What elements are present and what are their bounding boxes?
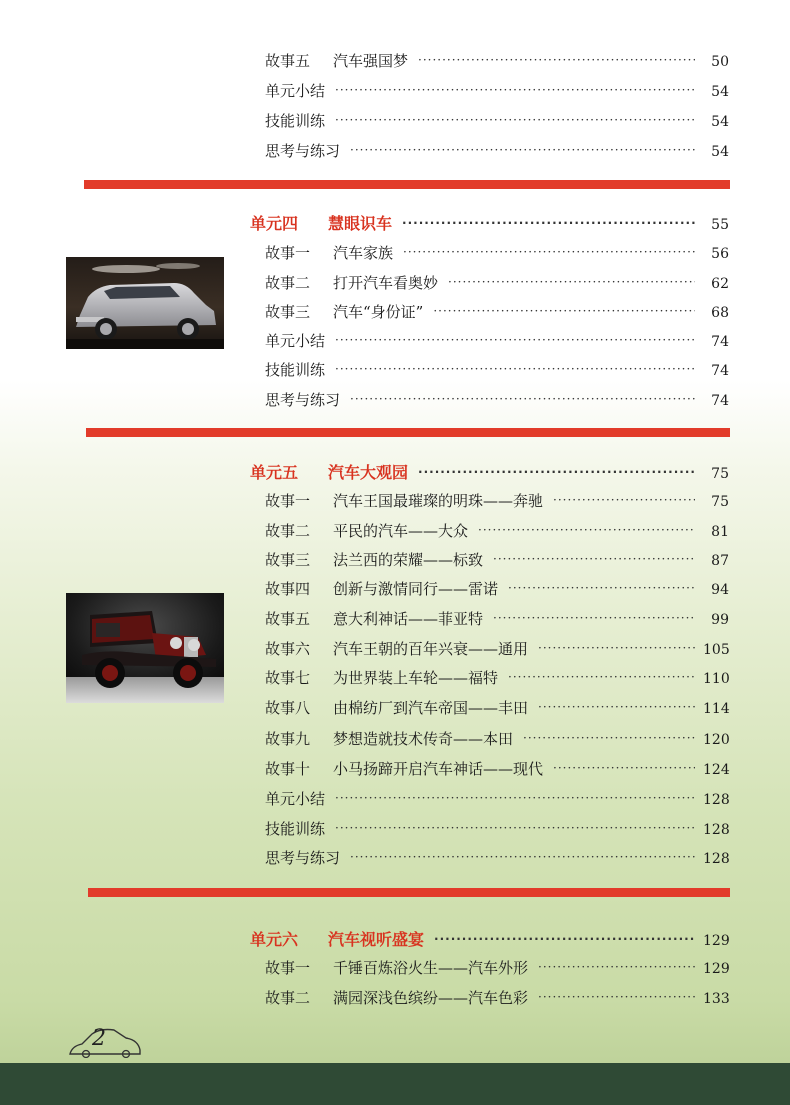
entry-title: 思考与练习 xyxy=(265,142,341,160)
entry-page: 54 xyxy=(711,144,729,160)
unit-number: 单元四 xyxy=(250,214,299,233)
leader-dots xyxy=(335,333,695,347)
entry-page: 133 xyxy=(703,991,730,1007)
entry-number: 故事九 xyxy=(265,730,311,748)
entry-title: 思考与练习 xyxy=(265,849,341,867)
entry-page: 99 xyxy=(711,612,729,628)
leader-dots xyxy=(553,493,695,507)
leader-dots xyxy=(335,83,695,97)
unit-page: 55 xyxy=(711,217,729,233)
entry-page: 75 xyxy=(711,494,729,510)
entry-title: 千锤百炼浴火生——汽车外形 xyxy=(333,959,529,977)
entry-page: 62 xyxy=(711,276,729,292)
entry-page: 114 xyxy=(703,701,730,717)
section-divider xyxy=(86,428,730,437)
entry-page: 105 xyxy=(703,642,730,658)
unit-page: 75 xyxy=(711,466,729,482)
unit-number: 单元五 xyxy=(250,463,299,482)
toc-entry[interactable] xyxy=(265,301,729,322)
leader-dots xyxy=(350,850,695,864)
entry-page: 128 xyxy=(703,822,730,838)
entry-number: 故事六 xyxy=(265,640,311,658)
entry-number: 故事七 xyxy=(265,669,311,687)
leader-dots xyxy=(418,53,695,67)
entry-page: 124 xyxy=(703,762,730,778)
leader-dots xyxy=(508,670,695,684)
entry-number: 故事一 xyxy=(265,244,311,262)
vintage-car-photo xyxy=(66,593,224,703)
toc-entry[interactable] xyxy=(265,957,729,978)
entry-number: 故事三 xyxy=(265,551,311,569)
entry-number: 故事二 xyxy=(265,522,311,540)
leader-dots xyxy=(478,523,695,537)
entry-number: 故事五 xyxy=(265,52,311,70)
toc-entry[interactable] xyxy=(265,110,729,131)
entry-number: 故事五 xyxy=(265,610,311,628)
entry-number: 故事四 xyxy=(265,580,311,598)
page-number-mark xyxy=(66,1024,146,1058)
entry-title: 汽车家族 xyxy=(333,244,394,262)
entry-number: 故事一 xyxy=(265,959,311,977)
entry-page: 50 xyxy=(711,54,729,70)
toc-entry[interactable] xyxy=(265,697,729,718)
entry-page: 129 xyxy=(703,961,730,977)
toc-entry[interactable] xyxy=(265,638,729,659)
entry-page: 128 xyxy=(703,851,730,867)
leader-dots xyxy=(538,641,695,655)
leader-dots xyxy=(433,304,695,318)
toc-entry[interactable] xyxy=(265,242,729,263)
unit-number: 单元六 xyxy=(250,930,299,949)
entry-page: 74 xyxy=(711,334,729,350)
leader-dots xyxy=(538,990,695,1004)
toc-entry[interactable] xyxy=(265,359,729,380)
unit-heading[interactable] xyxy=(250,211,729,234)
leader-dots xyxy=(434,932,695,946)
entry-title: 为世界装上车轮——福特 xyxy=(333,669,499,687)
leader-dots xyxy=(350,143,695,157)
entry-number: 故事二 xyxy=(265,989,311,1007)
toc-entry[interactable] xyxy=(265,520,729,541)
car-outline-icon xyxy=(66,1024,146,1058)
toc-entry[interactable] xyxy=(265,758,729,779)
toc-entry[interactable] xyxy=(265,490,729,511)
toc-entry[interactable] xyxy=(265,50,729,71)
entry-title: 意大利神话——菲亚特 xyxy=(333,610,484,628)
toc-entry[interactable] xyxy=(265,80,729,101)
entry-page: 81 xyxy=(711,524,729,540)
unit-heading[interactable] xyxy=(250,460,729,483)
toc-entry[interactable] xyxy=(265,788,729,809)
toc-entry[interactable] xyxy=(265,847,729,868)
toc-entry[interactable] xyxy=(265,818,729,839)
entry-title: 汽车王国最璀璨的明珠——奔驰 xyxy=(333,492,544,510)
entry-title: 思考与练习 xyxy=(265,391,341,409)
vintage-car-icon xyxy=(66,593,224,703)
entry-number: 故事二 xyxy=(265,274,311,292)
entry-title: 梦想造就技术传奇——本田 xyxy=(333,730,514,748)
leader-dots xyxy=(402,216,695,230)
footer-strip xyxy=(0,1063,790,1105)
entry-page: 120 xyxy=(703,732,730,748)
entry-number: 故事三 xyxy=(265,303,311,321)
suv-photo xyxy=(66,257,224,349)
leader-dots xyxy=(350,392,695,406)
entry-title: 单元小结 xyxy=(265,332,326,350)
entry-number: 故事八 xyxy=(265,699,311,717)
entry-title: 由棉纺厂到汽车帝国——丰田 xyxy=(333,699,529,717)
entry-title: 法兰西的荣耀——标致 xyxy=(333,551,484,569)
entry-number: 故事十 xyxy=(265,760,311,778)
entry-title: 单元小结 xyxy=(265,790,326,808)
unit-title: 汽车视听盛宴 xyxy=(328,930,425,949)
toc-entry[interactable] xyxy=(265,667,729,688)
entry-title: 平民的汽车——大众 xyxy=(333,522,469,540)
entry-page: 54 xyxy=(711,84,729,100)
entry-title: 单元小结 xyxy=(265,82,326,100)
entry-title: 创新与激情同行——雷诺 xyxy=(333,580,499,598)
leader-dots xyxy=(448,275,695,289)
entry-title: 汽车王朝的百年兴衰——通用 xyxy=(333,640,529,658)
page-number: 2 xyxy=(92,1026,106,1051)
leader-dots xyxy=(335,113,695,127)
leader-dots xyxy=(335,791,695,805)
entry-title: 打开汽车看奥妙 xyxy=(333,274,439,292)
leader-dots xyxy=(403,245,695,259)
suv-car-icon xyxy=(66,257,224,349)
unit-heading[interactable] xyxy=(250,927,729,950)
leader-dots xyxy=(493,552,695,566)
toc-entry[interactable] xyxy=(265,389,729,410)
entry-page: 74 xyxy=(711,363,729,379)
entry-page: 87 xyxy=(711,553,729,569)
section-divider xyxy=(84,180,730,189)
entry-page: 94 xyxy=(711,582,729,598)
leader-dots xyxy=(553,761,695,775)
entry-page: 54 xyxy=(711,114,729,130)
entry-title: 技能训练 xyxy=(265,112,326,130)
entry-title: 汽车“身份证” xyxy=(333,303,424,321)
leader-dots xyxy=(335,821,695,835)
leader-dots xyxy=(538,960,695,974)
toc-entry[interactable] xyxy=(265,272,729,293)
leader-dots xyxy=(538,700,695,714)
entry-number: 故事一 xyxy=(265,492,311,510)
entry-title: 汽车强国梦 xyxy=(333,52,409,70)
leader-dots xyxy=(418,465,695,479)
entry-title: 技能训练 xyxy=(265,820,326,838)
toc-entry[interactable] xyxy=(265,549,729,570)
toc-entry[interactable] xyxy=(265,728,729,749)
unit-title: 汽车大观园 xyxy=(328,463,409,482)
leader-dots xyxy=(335,362,695,376)
leader-dots xyxy=(508,581,695,595)
section-divider xyxy=(88,888,730,897)
leader-dots xyxy=(523,731,695,745)
entry-page: 56 xyxy=(711,246,729,262)
toc-entry[interactable] xyxy=(265,140,729,161)
entry-title: 技能训练 xyxy=(265,361,326,379)
unit-page: 129 xyxy=(703,933,730,949)
toc-entry[interactable] xyxy=(265,330,729,351)
entry-title: 满园深浅色缤纷——汽车色彩 xyxy=(333,989,529,1007)
entry-title: 小马扬蹄开启汽车神话——现代 xyxy=(333,760,544,778)
entry-page: 110 xyxy=(703,671,730,687)
toc-entry[interactable] xyxy=(265,608,729,629)
leader-dots xyxy=(493,611,695,625)
unit-title: 慧眼识车 xyxy=(328,214,393,233)
toc-entry[interactable] xyxy=(265,578,729,599)
entry-page: 128 xyxy=(703,792,730,808)
toc-entry[interactable] xyxy=(265,987,729,1008)
entry-page: 68 xyxy=(711,305,729,321)
entry-page: 74 xyxy=(711,393,729,409)
